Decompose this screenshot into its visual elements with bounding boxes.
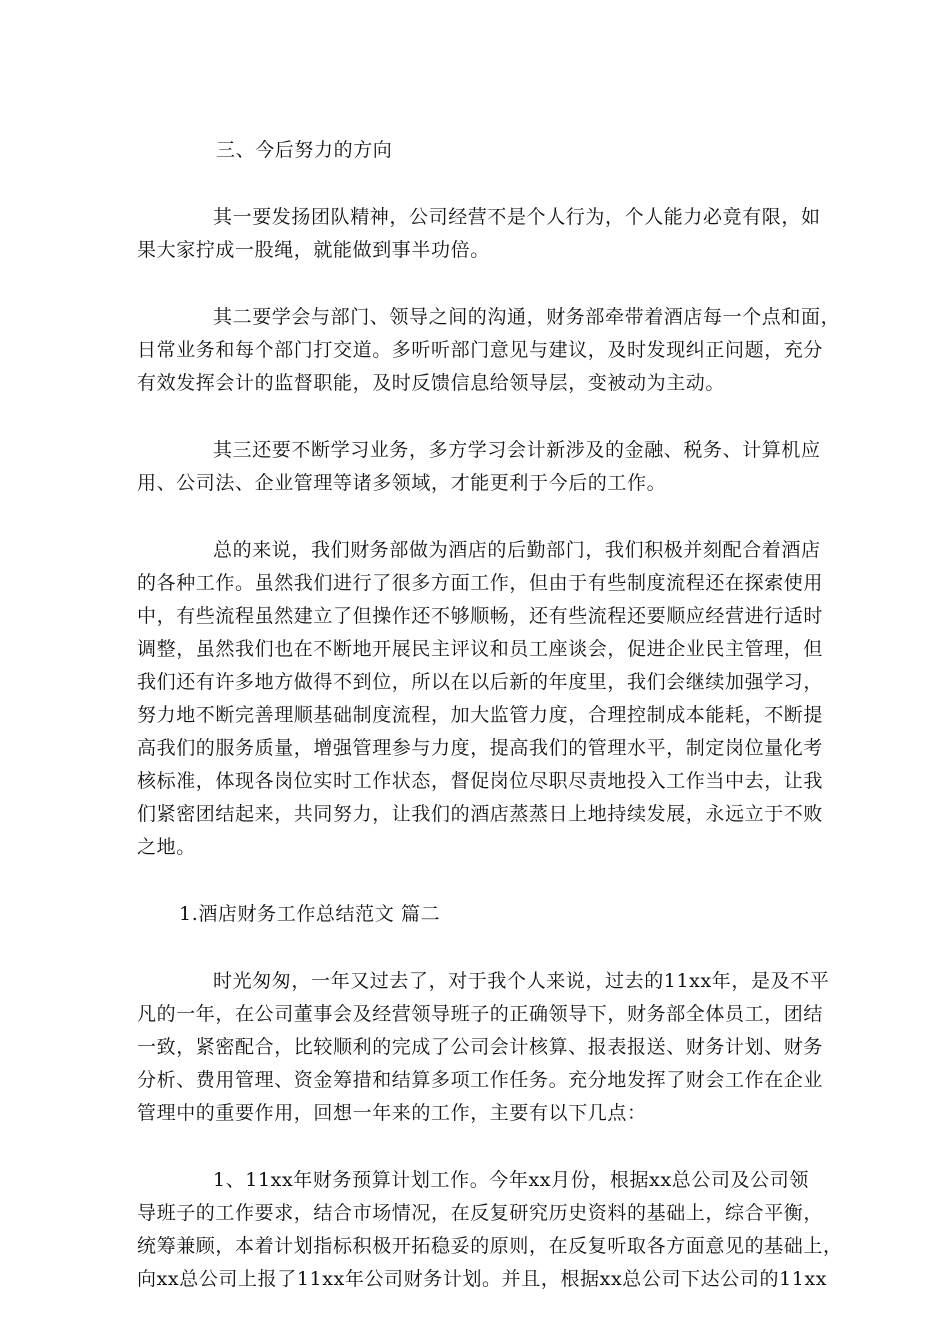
paragraph-line: 中，有些流程虽然建立了但操作还不够顺畅，还有些流程还要顺应经营进行适时	[137, 605, 824, 627]
paragraph-line: 们紧密团结起来，共同努力，让我们的酒店蒸蒸日上地持续发展，永远立于不败	[137, 803, 824, 825]
paragraph-line: 的各种工作。虽然我们进行了很多方面工作，但由于有些制度流程还在探索使用	[137, 572, 824, 594]
paragraph-line: 凡的一年，在公司董事会及经营领导班子的正确领导下，财务部全体员工，团结	[137, 1003, 824, 1025]
paragraph-line: 果大家拧成一股绳，就能做到事半功倍。	[137, 239, 490, 261]
paragraph-line: 一致，紧密配合，比较顺利的完成了公司会计核算、报表报送、财务计划、财务	[137, 1036, 824, 1058]
paragraph-line: 1、11xx年财务预算计划工作。今年xx月份，根据xx总公司及公司领	[213, 1169, 809, 1191]
paragraph-line: 核标准，体现各岗位实时工作状态，督促岗位尽职尽责地投入工作当中去，让我	[137, 770, 824, 792]
paragraph-line: 努力地不断完善理顺基础制度流程，加大监管力度，合理控制成本能耗，不断提	[137, 704, 824, 726]
heading-future-direction	[137, 134, 822, 167]
paragraph-line: 向xx总公司上报了11xx年公司财务计划。并且，根据xx总公司下达公司的11xx	[137, 1268, 828, 1290]
paragraph-line: 高我们的服务质量，增强管理参与力度，提高我们的管理水平，制定岗位量化考	[137, 737, 824, 759]
paragraph-year-review	[137, 965, 830, 1130]
paragraph-line: 之地。	[137, 836, 196, 858]
paragraph-line: 有效发挥会计的监督职能，及时反馈信息给领导层，变被动为主动。	[137, 372, 726, 394]
section-title-part-two	[137, 898, 822, 931]
paragraph-summary	[137, 534, 822, 864]
paragraph-line: 总的来说，我们财务部做为酒店的后勤部门，我们积极并刻配合着酒店	[213, 539, 821, 561]
section-title-text: 1.酒店财务工作总结范文 篇二	[179, 903, 441, 925]
paragraph-communication	[137, 301, 841, 400]
paragraph-line: 分析、费用管理、资金筹措和结算多项工作任务。充分地发挥了财会工作在企业	[137, 1069, 824, 1091]
paragraph-line: 调整，虽然我们也在不断地开展民主评议和员工座谈会，促进企业民主管理，但	[137, 638, 824, 660]
paragraph-line: 时光匆匆，一年又过去了，对于我个人来说，过去的11xx年，是及不平	[213, 970, 830, 992]
paragraph-line: 用、公司法、企业管理等诸多领域，才能更利于今后的工作。	[137, 472, 667, 494]
paragraph-learning	[137, 434, 822, 500]
heading-text: 三、今后努力的方向	[216, 139, 393, 161]
paragraph-budget-plan	[137, 1164, 843, 1296]
paragraph-team-spirit	[137, 201, 822, 267]
paragraph-line: 其二要学会与部门、领导之间的沟通，财务部牵带着酒店每一个点和面，	[213, 306, 841, 328]
paragraph-line: 统筹兼顾，本着计划指标积极开拓稳妥的原则，在反复听取各方面意见的基础上，	[137, 1235, 843, 1257]
paragraph-line: 管理中的重要作用，回想一年来的工作，主要有以下几点：	[137, 1102, 647, 1124]
paragraph-line: 其三还要不断学习业务，多方学习会计新涉及的金融、税务、计算机应	[213, 439, 821, 461]
paragraph-line: 导班子的工作要求，结合市场情况，在反复研究历史资料的基础上，综合平衡，	[137, 1202, 824, 1224]
document-body	[137, 134, 843, 1296]
paragraph-line: 我们还有许多地方做得不到位，所以在以后新的年度里，我们会继续加强学习，	[137, 671, 824, 693]
paragraph-line: 日常业务和每个部门打交道。多听听部门意见与建议，及时发现纠正问题，充分	[137, 339, 824, 361]
paragraph-line: 其一要发扬团队精神，公司经营不是个人行为，个人能力必竟有限，如	[213, 206, 821, 228]
